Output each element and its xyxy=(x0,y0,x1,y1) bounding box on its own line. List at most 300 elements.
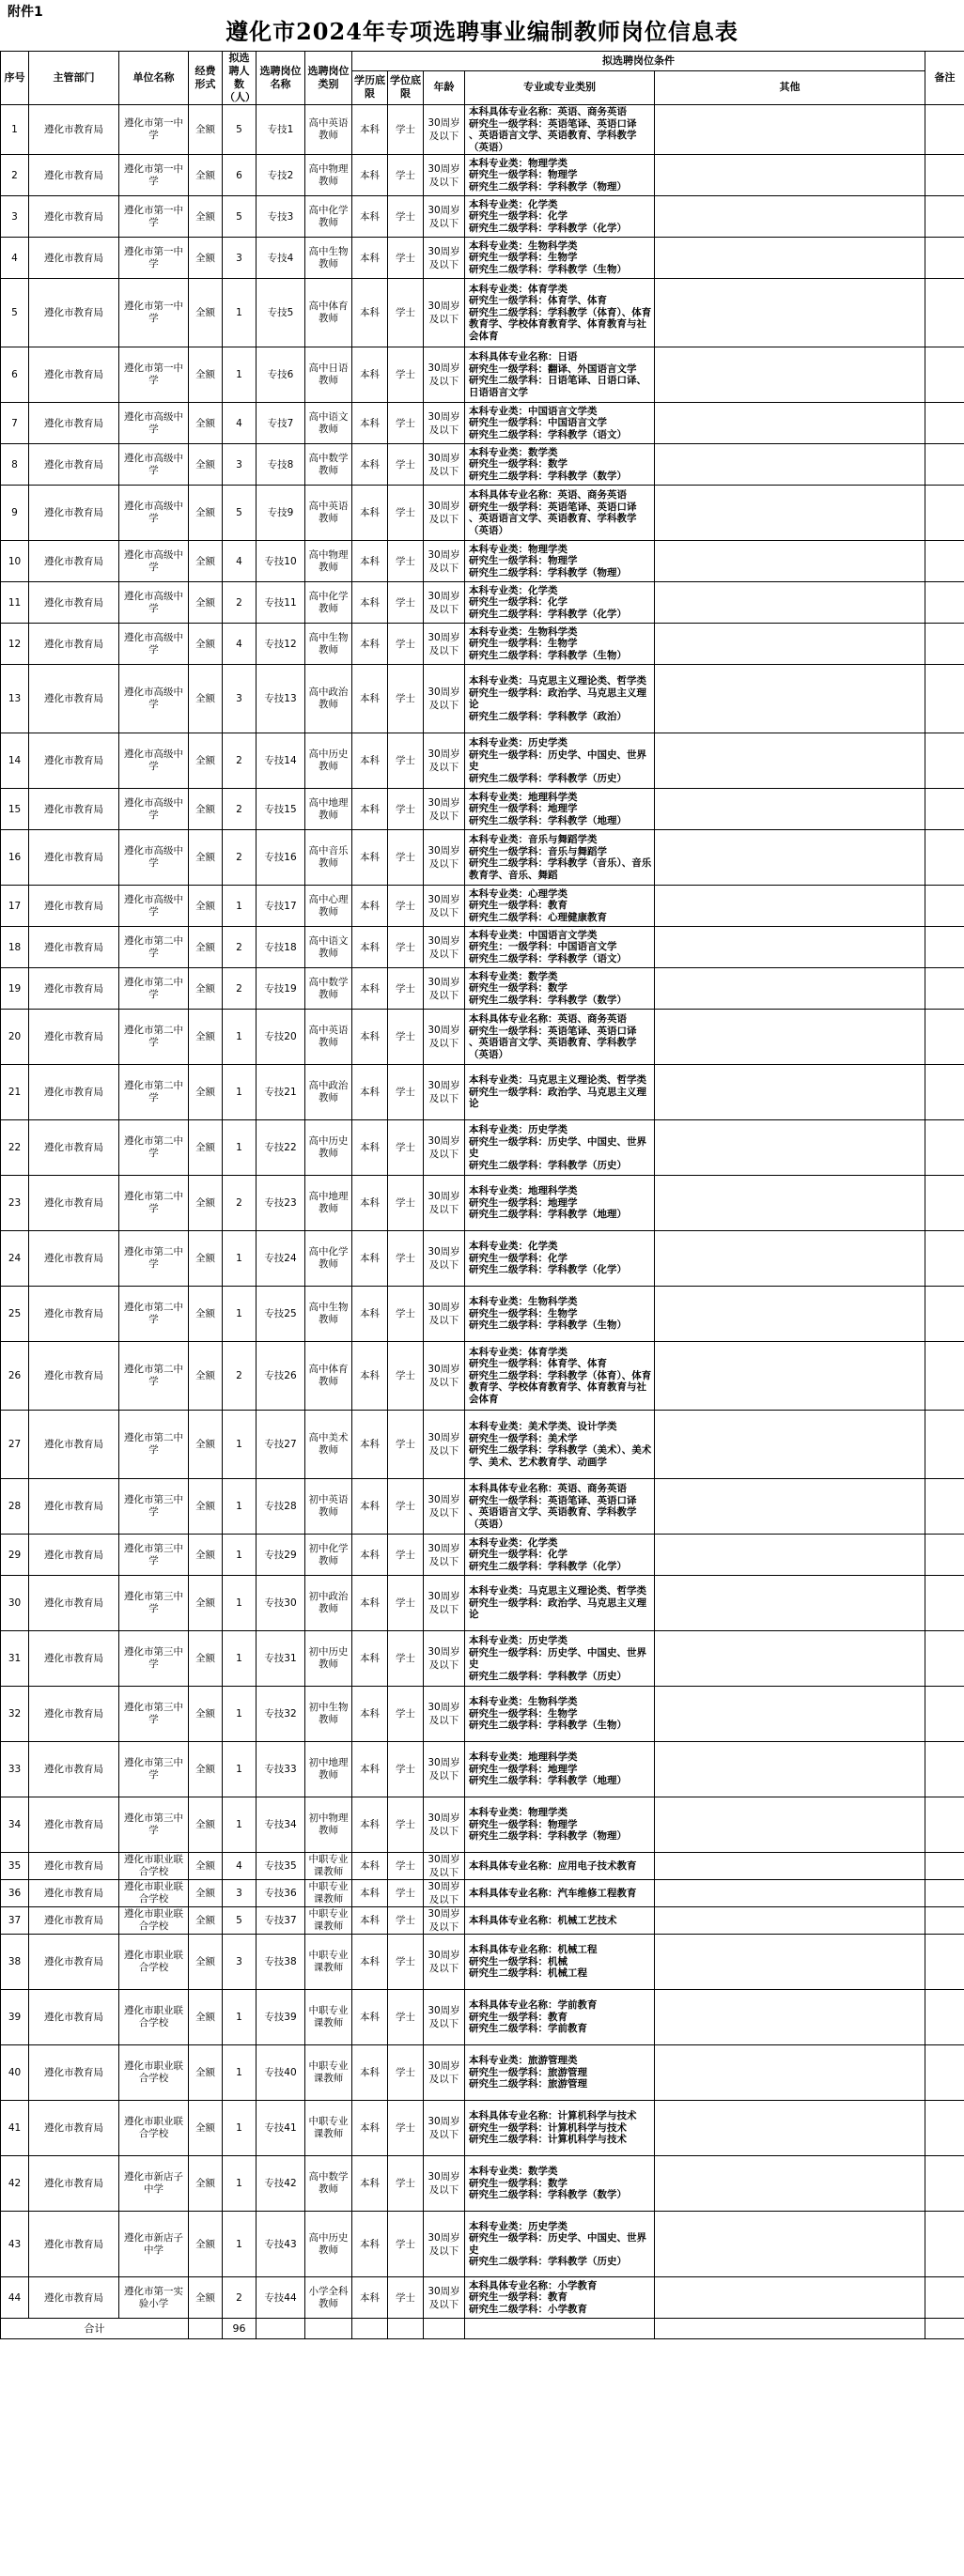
funding-cell: 全额 xyxy=(189,1880,223,1907)
post-name-cell: 专技4 xyxy=(257,238,305,279)
funding-cell: 全额 xyxy=(189,279,223,347)
post-category-cell: 高中体育教师 xyxy=(305,279,352,347)
other-cell xyxy=(655,1479,925,1535)
age-cell: 30周岁及以下 xyxy=(424,1479,465,1535)
post-category-cell: 中职专业课教师 xyxy=(305,2101,352,2156)
education-cell: 本科 xyxy=(352,886,388,927)
age-cell: 30周岁及以下 xyxy=(424,2101,465,2156)
age-cell: 30周岁及以下 xyxy=(424,486,465,541)
unit-cell: 遵化市高级中学 xyxy=(119,830,189,886)
seq-cell: 15 xyxy=(1,789,29,830)
dept-cell: 遵化市教育局 xyxy=(29,1231,119,1287)
degree-cell: 学士 xyxy=(388,1576,424,1631)
unit-cell: 遵化市高级中学 xyxy=(119,733,189,789)
remark-cell xyxy=(925,403,964,444)
degree-cell: 学士 xyxy=(388,1176,424,1231)
funding-cell: 全额 xyxy=(189,1907,223,1935)
post-name-cell: 专技32 xyxy=(257,1687,305,1742)
seq-cell: 39 xyxy=(1,1990,29,2045)
seq-cell: 6 xyxy=(1,347,29,403)
age-cell: 30周岁及以下 xyxy=(424,1010,465,1065)
seq-cell: 22 xyxy=(1,1120,29,1176)
other-cell xyxy=(655,2101,925,2156)
unit-cell: 遵化市第三中学 xyxy=(119,1742,189,1797)
dept-cell: 遵化市教育局 xyxy=(29,105,119,155)
major-cell: 本科具体专业名称：机械工程 研究生一级学科：机械 研究生二级学科：机械工程 xyxy=(465,1935,655,1990)
post-name-cell: 专技39 xyxy=(257,1990,305,2045)
remark-cell xyxy=(925,733,964,789)
unit-cell: 遵化市第二中学 xyxy=(119,927,189,968)
dept-cell: 遵化市教育局 xyxy=(29,279,119,347)
dept-cell: 遵化市教育局 xyxy=(29,403,119,444)
degree-cell: 学士 xyxy=(388,1935,424,1990)
other-cell xyxy=(655,155,925,196)
post-name-cell: 专技26 xyxy=(257,1342,305,1411)
education-cell: 本科 xyxy=(352,1907,388,1935)
count-cell: 1 xyxy=(223,1120,257,1176)
count-cell: 1 xyxy=(223,1479,257,1535)
funding-cell: 全额 xyxy=(189,1479,223,1535)
education-cell: 本科 xyxy=(352,1010,388,1065)
count-cell: 1 xyxy=(223,2156,257,2212)
funding-cell: 全额 xyxy=(189,541,223,582)
post-category-cell: 高中政治教师 xyxy=(305,665,352,733)
other-cell xyxy=(655,1287,925,1342)
count-cell: 1 xyxy=(223,1535,257,1576)
header-major: 专业或专业类别 xyxy=(465,70,655,104)
degree-cell: 学士 xyxy=(388,238,424,279)
other-cell xyxy=(655,238,925,279)
major-cell: 本科具体专业名称：英语、商务英语 研究生一级学科：英语笔译、英语口译 、英语语言文学、英语教育、学科教学（英语） xyxy=(465,1010,655,1065)
other-cell xyxy=(655,105,925,155)
remark-cell xyxy=(925,2045,964,2101)
dept-cell: 遵化市教育局 xyxy=(29,444,119,486)
count-cell: 4 xyxy=(223,541,257,582)
education-cell: 本科 xyxy=(352,444,388,486)
total-empty-cell xyxy=(305,2319,352,2339)
other-cell xyxy=(655,1010,925,1065)
table-row xyxy=(1,665,964,733)
funding-cell: 全额 xyxy=(189,665,223,733)
dept-cell: 遵化市教育局 xyxy=(29,1853,119,1880)
table-row xyxy=(1,582,964,624)
post-category-cell: 高中美术教师 xyxy=(305,1411,352,1479)
unit-cell: 遵化市职业联合学校 xyxy=(119,1935,189,1990)
major-cell: 本科具体专业名称：英语、商务英语 研究生一级学科：英语笔译、英语口译 、英语语言文学、英语教育、学科教学（英语） xyxy=(465,105,655,155)
major-cell: 本科专业类：中国语言文学类 研究生一级学科：中国语言文学 研究生二级学科：学科教学（语文） xyxy=(465,403,655,444)
unit-cell: 遵化市第二中学 xyxy=(119,1287,189,1342)
age-cell: 30周岁及以下 xyxy=(424,1742,465,1797)
table-row xyxy=(1,347,964,403)
dept-cell: 遵化市教育局 xyxy=(29,347,119,403)
unit-cell: 遵化市第一中学 xyxy=(119,238,189,279)
post-category-cell: 高中数学教师 xyxy=(305,968,352,1010)
other-cell xyxy=(655,1342,925,1411)
funding-cell: 全额 xyxy=(189,2101,223,2156)
count-cell: 2 xyxy=(223,830,257,886)
degree-cell: 学士 xyxy=(388,155,424,196)
age-cell: 30周岁及以下 xyxy=(424,1231,465,1287)
post-category-cell: 高中化学教师 xyxy=(305,1231,352,1287)
dept-cell: 遵化市教育局 xyxy=(29,1176,119,1231)
count-cell: 3 xyxy=(223,444,257,486)
post-category-cell: 高中音乐教师 xyxy=(305,830,352,886)
post-category-cell: 高中数学教师 xyxy=(305,444,352,486)
post-name-cell: 专技30 xyxy=(257,1576,305,1631)
degree-cell: 学士 xyxy=(388,2212,424,2277)
table-row xyxy=(1,1742,964,1797)
total-empty-cell xyxy=(257,2319,305,2339)
other-cell xyxy=(655,541,925,582)
table-row xyxy=(1,403,964,444)
remark-cell xyxy=(925,2212,964,2277)
education-cell: 本科 xyxy=(352,1797,388,1853)
funding-cell: 全额 xyxy=(189,886,223,927)
remark-cell xyxy=(925,1342,964,1411)
age-cell: 30周岁及以下 xyxy=(424,1631,465,1687)
dept-cell: 遵化市教育局 xyxy=(29,733,119,789)
post-name-cell: 专技15 xyxy=(257,789,305,830)
education-cell: 本科 xyxy=(352,1853,388,1880)
dept-cell: 遵化市教育局 xyxy=(29,1797,119,1853)
seq-cell: 2 xyxy=(1,155,29,196)
seq-cell: 25 xyxy=(1,1287,29,1342)
major-cell: 本科专业类：音乐与舞蹈学类 研究生一级学科：音乐与舞蹈学 研究生二级学科：学科教学（音乐）、音乐教育学、音乐、舞蹈 xyxy=(465,830,655,886)
remark-cell xyxy=(925,347,964,403)
major-cell: 本科专业类：美术学类、设计学类 研究生一级学科：美术学 研究生二级学科：学科教学（美术）、美术学、美术、艺术教育学、动画学 xyxy=(465,1411,655,1479)
table-row xyxy=(1,927,964,968)
post-category-cell: 高中数学教师 xyxy=(305,2156,352,2212)
degree-cell: 学士 xyxy=(388,347,424,403)
other-cell xyxy=(655,1687,925,1742)
funding-cell: 全额 xyxy=(189,2045,223,2101)
remark-cell xyxy=(925,1907,964,1935)
dept-cell: 遵化市教育局 xyxy=(29,155,119,196)
remark-cell xyxy=(925,2101,964,2156)
seq-cell: 1 xyxy=(1,105,29,155)
count-cell: 1 xyxy=(223,347,257,403)
post-name-cell: 专技22 xyxy=(257,1120,305,1176)
major-cell: 本科专业类：物理学类 研究生一级学科：物理学 研究生二级学科：学科教学（物理） xyxy=(465,155,655,196)
unit-cell: 遵化市职业联合学校 xyxy=(119,1853,189,1880)
seq-cell: 26 xyxy=(1,1342,29,1411)
table-row xyxy=(1,1687,964,1742)
other-cell xyxy=(655,444,925,486)
funding-cell: 全额 xyxy=(189,155,223,196)
post-name-cell: 专技40 xyxy=(257,2045,305,2101)
other-cell xyxy=(655,1065,925,1120)
major-cell: 本科专业类：化学类 研究生一级学科：化学 研究生二级学科：学科教学（化学） xyxy=(465,1231,655,1287)
seq-cell: 19 xyxy=(1,968,29,1010)
post-name-cell: 专技11 xyxy=(257,582,305,624)
other-cell xyxy=(655,733,925,789)
unit-cell: 遵化市第三中学 xyxy=(119,1631,189,1687)
degree-cell: 学士 xyxy=(388,2045,424,2101)
unit-cell: 遵化市新店子中学 xyxy=(119,2212,189,2277)
remark-cell xyxy=(925,624,964,665)
funding-cell: 全额 xyxy=(189,486,223,541)
dept-cell: 遵化市教育局 xyxy=(29,1342,119,1411)
post-category-cell: 高中物理教师 xyxy=(305,155,352,196)
table-row xyxy=(1,444,964,486)
degree-cell: 学士 xyxy=(388,1631,424,1687)
remark-cell xyxy=(925,1687,964,1742)
unit-cell: 遵化市第二中学 xyxy=(119,1010,189,1065)
education-cell: 本科 xyxy=(352,1535,388,1576)
funding-cell: 全额 xyxy=(189,347,223,403)
post-category-cell: 高中生物教师 xyxy=(305,238,352,279)
funding-cell: 全额 xyxy=(189,2277,223,2319)
seq-cell: 37 xyxy=(1,1907,29,1935)
count-cell: 2 xyxy=(223,968,257,1010)
post-category-cell: 高中地理教师 xyxy=(305,1176,352,1231)
age-cell: 30周岁及以下 xyxy=(424,105,465,155)
funding-cell: 全额 xyxy=(189,1065,223,1120)
post-category-cell: 高中政治教师 xyxy=(305,1065,352,1120)
funding-cell: 全额 xyxy=(189,2156,223,2212)
unit-cell: 遵化市高级中学 xyxy=(119,486,189,541)
post-category-cell: 高中历史教师 xyxy=(305,1120,352,1176)
seq-cell: 27 xyxy=(1,1411,29,1479)
count-cell: 4 xyxy=(223,1853,257,1880)
post-category-cell: 高中日语教师 xyxy=(305,347,352,403)
seq-cell: 20 xyxy=(1,1010,29,1065)
degree-cell: 学士 xyxy=(388,541,424,582)
dept-cell: 遵化市教育局 xyxy=(29,238,119,279)
dept-cell: 遵化市教育局 xyxy=(29,2212,119,2277)
remark-cell xyxy=(925,1065,964,1120)
remark-cell xyxy=(925,1935,964,1990)
degree-cell: 学士 xyxy=(388,830,424,886)
major-cell: 本科专业类：生物科学类 研究生一级学科：生物学 研究生二级学科：学科教学（生物） xyxy=(465,624,655,665)
age-cell: 30周岁及以下 xyxy=(424,2277,465,2319)
education-cell: 本科 xyxy=(352,1479,388,1535)
count-cell: 2 xyxy=(223,1176,257,1231)
post-name-cell: 专技35 xyxy=(257,1853,305,1880)
degree-cell: 学士 xyxy=(388,1010,424,1065)
table-row xyxy=(1,1176,964,1231)
post-name-cell: 专技17 xyxy=(257,886,305,927)
count-cell: 3 xyxy=(223,1880,257,1907)
table-row xyxy=(1,1231,964,1287)
age-cell: 30周岁及以下 xyxy=(424,1797,465,1853)
post-name-cell: 专技14 xyxy=(257,733,305,789)
other-cell xyxy=(655,1631,925,1687)
remark-cell xyxy=(925,279,964,347)
count-cell: 1 xyxy=(223,2101,257,2156)
education-cell: 本科 xyxy=(352,2045,388,2101)
post-category-cell: 中职专业课教师 xyxy=(305,1907,352,1935)
degree-cell: 学士 xyxy=(388,1065,424,1120)
post-category-cell: 高中英语教师 xyxy=(305,486,352,541)
degree-cell: 学士 xyxy=(388,1231,424,1287)
table-row xyxy=(1,968,964,1010)
seq-cell: 7 xyxy=(1,403,29,444)
table-row xyxy=(1,624,964,665)
dept-cell: 遵化市教育局 xyxy=(29,2156,119,2212)
dept-cell: 遵化市教育局 xyxy=(29,1479,119,1535)
count-cell: 1 xyxy=(223,1576,257,1631)
post-name-cell: 专技34 xyxy=(257,1797,305,1853)
count-cell: 5 xyxy=(223,486,257,541)
table-row xyxy=(1,733,964,789)
seq-cell: 4 xyxy=(1,238,29,279)
count-cell: 1 xyxy=(223,1687,257,1742)
age-cell: 30周岁及以下 xyxy=(424,830,465,886)
funding-cell: 全额 xyxy=(189,196,223,238)
funding-cell: 全额 xyxy=(189,1176,223,1231)
post-category-cell: 高中化学教师 xyxy=(305,582,352,624)
degree-cell: 学士 xyxy=(388,886,424,927)
degree-cell: 学士 xyxy=(388,1535,424,1576)
major-cell: 本科专业类：物理学类 研究生一级学科：物理学 研究生二级学科：学科教学（物理） xyxy=(465,541,655,582)
table-row xyxy=(1,2045,964,2101)
seq-cell: 10 xyxy=(1,541,29,582)
other-cell xyxy=(655,1990,925,2045)
age-cell: 30周岁及以下 xyxy=(424,1120,465,1176)
unit-cell: 遵化市第二中学 xyxy=(119,968,189,1010)
funding-cell: 全额 xyxy=(189,444,223,486)
dept-cell: 遵化市教育局 xyxy=(29,196,119,238)
funding-cell: 全额 xyxy=(189,2212,223,2277)
major-cell: 本科具体专业名称：英语、商务英语 研究生一级学科：英语笔译、英语口译 、英语语言文学、英语教育、学科教学（英语） xyxy=(465,486,655,541)
count-cell: 3 xyxy=(223,1935,257,1990)
education-cell: 本科 xyxy=(352,1990,388,2045)
post-category-cell: 初中生物教师 xyxy=(305,1687,352,1742)
education-cell: 本科 xyxy=(352,1631,388,1687)
major-cell: 本科专业类：生物科学类 研究生一级学科：生物学 研究生二级学科：学科教学（生物） xyxy=(465,238,655,279)
seq-cell: 8 xyxy=(1,444,29,486)
seq-cell: 44 xyxy=(1,2277,29,2319)
table-row xyxy=(1,2212,964,2277)
degree-cell: 学士 xyxy=(388,444,424,486)
table-row xyxy=(1,1535,964,1576)
seq-cell: 35 xyxy=(1,1853,29,1880)
major-cell: 本科专业类：马克思主义理论类、哲学类 研究生一级学科：政治学、马克思主义理论 xyxy=(465,1576,655,1631)
other-cell xyxy=(655,347,925,403)
table-row xyxy=(1,1935,964,1990)
unit-cell: 遵化市高级中学 xyxy=(119,541,189,582)
count-cell: 1 xyxy=(223,1990,257,2045)
remark-cell xyxy=(925,105,964,155)
major-cell: 本科专业类：历史学类 研究生一级学科：历史学、中国史、世界史 研究生二级学科：学科教学（历史） xyxy=(465,2212,655,2277)
degree-cell: 学士 xyxy=(388,582,424,624)
degree-cell: 学士 xyxy=(388,1880,424,1907)
post-name-cell: 专技23 xyxy=(257,1176,305,1231)
age-cell: 30周岁及以下 xyxy=(424,1342,465,1411)
remark-cell xyxy=(925,789,964,830)
other-cell xyxy=(655,403,925,444)
post-category-cell: 高中物理教师 xyxy=(305,541,352,582)
post-category-cell: 高中化学教师 xyxy=(305,196,352,238)
dept-cell: 遵化市教育局 xyxy=(29,789,119,830)
other-cell xyxy=(655,1853,925,1880)
dept-cell: 遵化市教育局 xyxy=(29,1687,119,1742)
count-cell: 1 xyxy=(223,2045,257,2101)
age-cell: 30周岁及以下 xyxy=(424,927,465,968)
count-cell: 3 xyxy=(223,665,257,733)
funding-cell: 全额 xyxy=(189,830,223,886)
age-cell: 30周岁及以下 xyxy=(424,968,465,1010)
age-cell: 30周岁及以下 xyxy=(424,2156,465,2212)
education-cell: 本科 xyxy=(352,1231,388,1287)
seq-cell: 29 xyxy=(1,1535,29,1576)
degree-cell: 学士 xyxy=(388,279,424,347)
remark-cell xyxy=(925,2156,964,2212)
table-row xyxy=(1,155,964,196)
unit-cell: 遵化市第二中学 xyxy=(119,1176,189,1231)
post-name-cell: 专技2 xyxy=(257,155,305,196)
table-row xyxy=(1,1880,964,1907)
table-row xyxy=(1,1576,964,1631)
major-cell: 本科专业类：数学类 研究生一级学科：数学 研究生二级学科：学科教学（数学） xyxy=(465,968,655,1010)
unit-cell: 遵化市第三中学 xyxy=(119,1479,189,1535)
other-cell xyxy=(655,624,925,665)
table-row xyxy=(1,2156,964,2212)
age-cell: 30周岁及以下 xyxy=(424,624,465,665)
age-cell: 30周岁及以下 xyxy=(424,886,465,927)
post-name-cell: 专技36 xyxy=(257,1880,305,1907)
post-name-cell: 专技24 xyxy=(257,1231,305,1287)
seq-cell: 17 xyxy=(1,886,29,927)
post-category-cell: 高中心理教师 xyxy=(305,886,352,927)
funding-cell: 全额 xyxy=(189,1742,223,1797)
post-category-cell: 初中地理教师 xyxy=(305,1742,352,1797)
header-dept: 主管部门 xyxy=(29,52,119,105)
degree-cell: 学士 xyxy=(388,665,424,733)
post-name-cell: 专技5 xyxy=(257,279,305,347)
post-name-cell: 专技43 xyxy=(257,2212,305,2277)
table-row xyxy=(1,2277,964,2319)
count-cell: 1 xyxy=(223,886,257,927)
remark-cell xyxy=(925,1231,964,1287)
unit-cell: 遵化市第一中学 xyxy=(119,105,189,155)
other-cell xyxy=(655,582,925,624)
age-cell: 30周岁及以下 xyxy=(424,665,465,733)
degree-cell: 学士 xyxy=(388,927,424,968)
other-cell xyxy=(655,1576,925,1631)
unit-cell: 遵化市高级中学 xyxy=(119,582,189,624)
dept-cell: 遵化市教育局 xyxy=(29,486,119,541)
other-cell xyxy=(655,1907,925,1935)
table-row xyxy=(1,541,964,582)
post-name-cell: 专技38 xyxy=(257,1935,305,1990)
post-category-cell: 高中历史教师 xyxy=(305,2212,352,2277)
other-cell xyxy=(655,1935,925,1990)
funding-cell: 全额 xyxy=(189,789,223,830)
funding-cell: 全额 xyxy=(189,1990,223,2045)
unit-cell: 遵化市第三中学 xyxy=(119,1576,189,1631)
dept-cell: 遵化市教育局 xyxy=(29,1880,119,1907)
count-cell: 2 xyxy=(223,582,257,624)
header-other: 其他 xyxy=(655,70,925,104)
table-row xyxy=(1,1065,964,1120)
dept-cell: 遵化市教育局 xyxy=(29,927,119,968)
count-cell: 2 xyxy=(223,2277,257,2319)
post-name-cell: 专技1 xyxy=(257,105,305,155)
funding-cell: 全额 xyxy=(189,1342,223,1411)
education-cell: 本科 xyxy=(352,1411,388,1479)
education-cell: 本科 xyxy=(352,927,388,968)
seq-cell: 36 xyxy=(1,1880,29,1907)
degree-cell: 学士 xyxy=(388,1742,424,1797)
unit-cell: 遵化市高级中学 xyxy=(119,789,189,830)
degree-cell: 学士 xyxy=(388,1411,424,1479)
funding-cell: 全额 xyxy=(189,1631,223,1687)
seq-cell: 38 xyxy=(1,1935,29,1990)
seq-cell: 43 xyxy=(1,2212,29,2277)
degree-cell: 学士 xyxy=(388,196,424,238)
